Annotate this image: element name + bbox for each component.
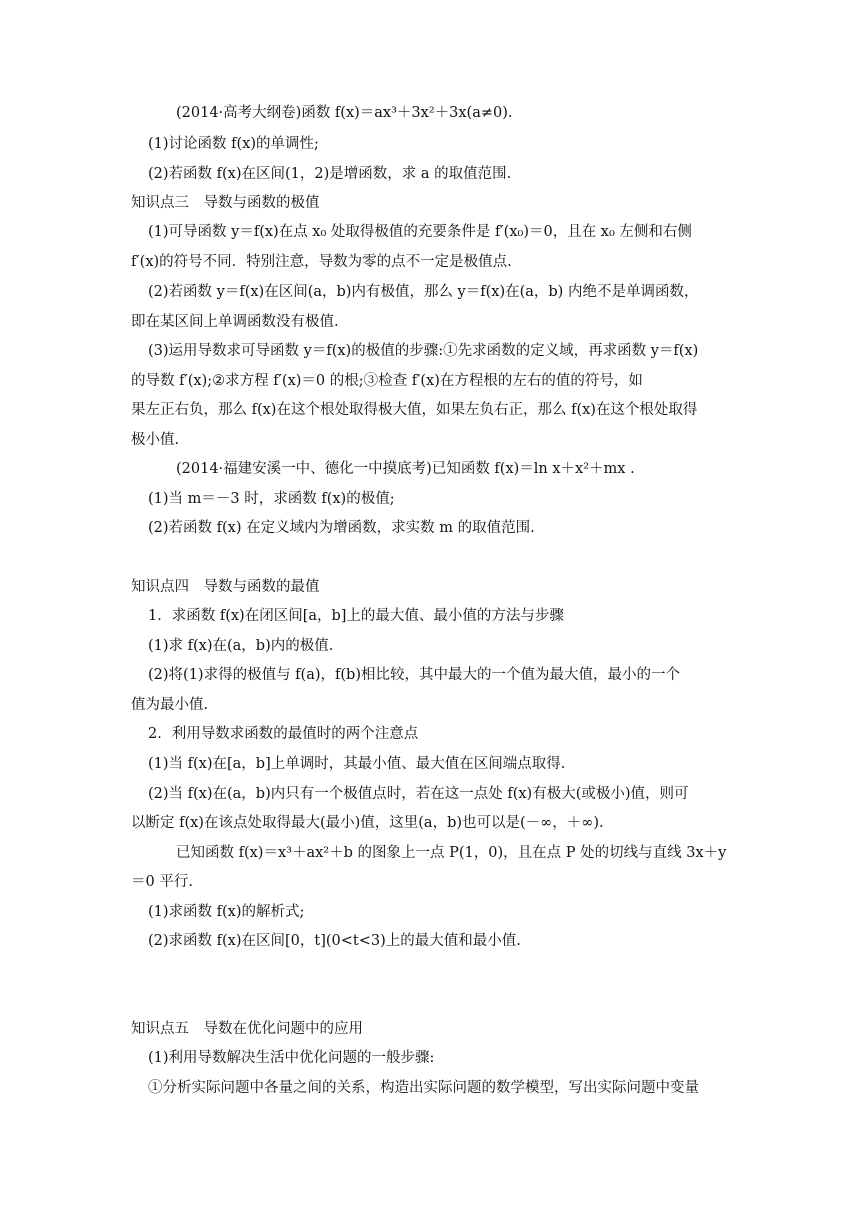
section-heading-4: 知识点四 导数与函数的最值 (131, 579, 320, 595)
paragraph-line: ＝0 平行. (131, 874, 193, 890)
paragraph-line: 果左正右负，那么 f(x)在这个根处取得极大值，如果左负右正，那么 f(x)在这个根处取得 (131, 402, 698, 418)
paragraph-line: 极小值. (131, 432, 180, 448)
question-2-part-2: (2)若函数 f(x) 在定义域内为增函数，求实数 m 的取值范围. (148, 520, 535, 536)
question-2-part-1: (1)当 m＝－3 时，求函数 f(x)的极值; (148, 491, 395, 507)
paragraph-line: (2)将(1)求得的极值与 f(a)，f(b)相比较，其中最大的一个值为最大值，最小的一个 (148, 667, 680, 683)
section-heading-3: 知识点三 导数与函数的极值 (131, 195, 320, 211)
paragraph-line: (1)求 f(x)在(a，b)内的极值. (148, 638, 334, 654)
paragraph-line: (2)若函数 y＝f(x)在区间(a，b)内有极值，那么 y＝f(x)在(a，b) 内绝不是单调函数， (148, 284, 699, 300)
paragraph-line: 即在某区间上单调函数没有极值. (131, 314, 339, 330)
paragraph-line: 值为最小值. (131, 697, 209, 713)
question-1-part-2: (2)若函数 f(x)在区间(1，2)是增函数，求 a 的取值范围. (148, 166, 512, 182)
question-3-part-2: (2)求函数 f(x)在区间[0，t](0<t<3)上的最大值和最小值. (148, 933, 521, 949)
example-problem-3: 已知函数 f(x)＝x³＋ax²＋b 的图象上一点 P(1，0)，且在点 P 处的切线与直线 3x＋y (176, 845, 727, 861)
example-problem-1: (2014·高考大纲卷)函数 f(x)＝ax³＋3x²＋3x(a≠0). (176, 105, 513, 121)
paragraph-line: (3)运用导数求可导函数 y＝f(x)的极值的步骤:①先求函数的定义域，再求函数 y＝f(x) (148, 343, 699, 359)
paragraph-line: (2)当 f(x)在(a，b)内只有一个极值点时，若在这一点处 f(x)有极大(或极小)值，则可 (148, 786, 689, 802)
paragraph-line: (1)可导函数 y＝f(x)在点 x₀ 处取得极值的充要条件是 f′(x₀)＝0，且在 x₀ 左侧和右侧 (148, 224, 692, 240)
question-1-part-1: (1)讨论函数 f(x)的单调性; (148, 136, 319, 152)
paragraph-line: (1)当 f(x)在[a，b]上单调时，其最小值、最大值在区间端点取得. (148, 756, 566, 772)
paragraph-line: 1．求函数 f(x)在闭区间[a，b]上的最大值、最小值的方法与步骤 (148, 608, 564, 624)
paragraph-line: 的导数 f′(x);②求方程 f′(x)＝0 的根;③检查 f′(x)在方程根的左右的值的符号，如 (131, 373, 643, 389)
paragraph-line: ①分析实际问题中各量之间的关系，构造出实际问题的数学模型，写出实际问题中变量 (148, 1080, 699, 1096)
paragraph-line: (1)利用导数解决生活中优化问题的一般步骤: (148, 1050, 435, 1066)
question-3-part-1: (1)求函数 f(x)的解析式; (148, 904, 305, 920)
paragraph-line: 2．利用导数求函数的最值时的两个注意点 (148, 726, 419, 742)
section-heading-5: 知识点五 导数在优化问题中的应用 (131, 1021, 363, 1037)
paragraph-line: f′(x)的符号不同．特别注意，导数为零的点不一定是极值点. (131, 254, 512, 270)
example-problem-2: (2014·福建安溪一中、德化一中摸底考)已知函数 f(x)＝ln x＋x²＋mx . (176, 461, 635, 477)
paragraph-line: 以断定 f(x)在该点处取得最大(最小)值，这里(a，b)也可以是(－∞，＋∞). (131, 815, 604, 831)
